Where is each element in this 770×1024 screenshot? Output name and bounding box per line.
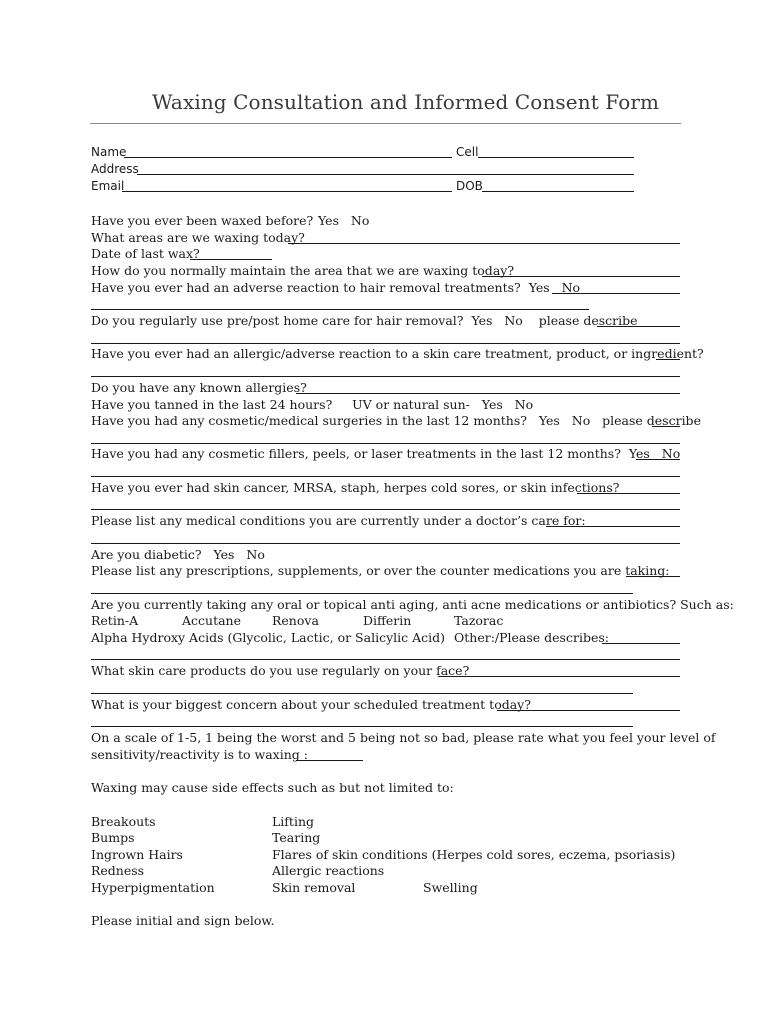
- address-label: Address: [91, 162, 139, 176]
- q-home-care: Do you regularly use pre/post home care for hair removal? Yes No please describe: [91, 313, 638, 328]
- name-label: Name: [91, 145, 127, 159]
- q-adverse-hair: Have you ever had an adverse reaction to hair removal treatments? Yes No: [91, 280, 581, 295]
- q-surgeries: Have you had any cosmetic/medical surgeries in the last 12 months? Yes No please describe: [91, 413, 701, 428]
- footer-instruction: Please initial and sign below.: [91, 913, 275, 928]
- page-title: Waxing Consultation and Informed Consent Form: [152, 90, 660, 114]
- biggest-concern-line2[interactable]: [91, 726, 633, 727]
- q-sensitivity-line2: sensitivity/reactivity is to waxing :: [91, 747, 308, 762]
- skin-cancer-line2[interactable]: [91, 509, 680, 510]
- name-field[interactable]: [124, 157, 452, 158]
- side-effect-item: Ingrown Hairs: [91, 847, 183, 862]
- prescriptions-field[interactable]: [626, 576, 680, 577]
- q-diabetic: Are you diabetic? Yes No: [91, 547, 265, 562]
- side-effect-item: Swelling: [423, 880, 478, 895]
- medical-conditions-field[interactable]: [546, 526, 680, 527]
- prescriptions-line2[interactable]: [91, 593, 633, 594]
- q-tanned: Have you tanned in the last 24 hours? UV or natural sun- Yes No: [91, 397, 534, 412]
- side-effect-item: Redness: [91, 863, 145, 878]
- face-products-field[interactable]: [438, 676, 680, 677]
- q-medical-conditions: Please list any medical conditions you are currently under a doctor’s care for:: [91, 513, 586, 528]
- adverse-hair-line2[interactable]: [91, 309, 589, 310]
- q-waxed-before: Have you ever been waxed before?: [91, 213, 314, 228]
- side-effect-item: Bumps: [91, 830, 135, 845]
- cell-field[interactable]: [478, 157, 634, 158]
- med-other-field[interactable]: [602, 643, 680, 644]
- email-field[interactable]: [122, 191, 452, 192]
- dob-label: DOB: [456, 179, 483, 193]
- maintain-field[interactable]: [482, 276, 680, 277]
- med-accutane: Accutane: [182, 613, 242, 628]
- side-effect-item: Skin removal: [272, 880, 356, 895]
- face-products-line2[interactable]: [91, 693, 633, 694]
- q-waxed-before-options[interactable]: Yes No: [318, 213, 370, 228]
- sensitivity-field[interactable]: [296, 760, 363, 761]
- med-renova: Renova: [272, 613, 319, 628]
- dob-field[interactable]: [482, 191, 634, 192]
- med-differin: Differin: [363, 613, 412, 628]
- medical-conditions-line2[interactable]: [91, 543, 680, 544]
- address-field[interactable]: [137, 174, 634, 175]
- side-effect-item: Lifting: [272, 814, 314, 829]
- surgeries-field[interactable]: [652, 426, 680, 427]
- title-divider: [90, 123, 681, 124]
- cell-label: Cell: [456, 145, 479, 159]
- skincare-reaction-field[interactable]: [656, 359, 680, 360]
- areas-field[interactable]: [288, 243, 680, 244]
- med-aha: Alpha Hydroxy Acids (Glycolic, Lactic, or Salicylic Acid): [91, 630, 446, 645]
- q-areas: What areas are we waxing today?: [91, 230, 305, 245]
- biggest-concern-field[interactable]: [497, 710, 680, 711]
- q-biggest-concern: What is your biggest concern about your scheduled treatment today?: [91, 697, 531, 712]
- fillers-field[interactable]: [636, 459, 680, 460]
- side-effects-heading: Waxing may cause side effects such as but not limited to:: [91, 780, 454, 795]
- med-tazorac: Tazorac: [454, 613, 504, 628]
- side-effect-item: Tearing: [272, 830, 321, 845]
- adverse-hair-field[interactable]: [552, 293, 680, 294]
- side-effect-item: Flares of skin conditions (Herpes cold sores, eczema, psoriasis): [272, 847, 676, 862]
- side-effect-item: Allergic reactions: [272, 863, 385, 878]
- q-skincare-reaction: Have you ever had an allergic/adverse reaction to a skin care treatment, product, or ingredient?: [91, 346, 704, 361]
- side-effect-item: Breakouts: [91, 814, 156, 829]
- q-prescriptions: Please list any prescriptions, supplements, or over the counter medications you are taking:: [91, 563, 670, 578]
- medications-line2[interactable]: [91, 659, 680, 660]
- q-fillers: Have you had any cosmetic fillers, peels, or laser treatments in the last 12 months? Yes No: [91, 446, 681, 461]
- q-face-products: What skin care products do you use regularly on your face?: [91, 663, 470, 678]
- skincare-reaction-line2[interactable]: [91, 376, 680, 377]
- email-label: Email: [91, 179, 125, 193]
- q-last-wax: Date of last wax?: [91, 246, 200, 261]
- q-maintain: How do you normally maintain the area that we are waxing today?: [91, 263, 515, 278]
- home-care-field[interactable]: [597, 326, 680, 327]
- q-anti-aging: Are you currently taking any oral or topical anti aging, anti acne medications or antibiotics? Such as:: [91, 597, 734, 612]
- home-care-line2[interactable]: [91, 343, 680, 344]
- allergies-field[interactable]: [296, 393, 680, 394]
- last-wax-field[interactable]: [190, 259, 272, 260]
- q-sensitivity-line1: On a scale of 1-5, 1 being the worst and 5 being not so bad, please rate what you feel your level of: [91, 730, 716, 745]
- fillers-line2[interactable]: [91, 476, 680, 477]
- med-retin-a: Retin-A: [91, 613, 139, 628]
- med-other: Other:/Please describes:: [454, 630, 609, 645]
- side-effect-item: Hyperpigmentation: [91, 880, 215, 895]
- surgeries-line2[interactable]: [91, 443, 680, 444]
- skin-cancer-field[interactable]: [577, 493, 680, 494]
- q-skin-cancer: Have you ever had skin cancer, MRSA, staph, herpes cold sores, or skin infections?: [91, 480, 620, 495]
- q-allergies: Do you have any known allergies?: [91, 380, 307, 395]
